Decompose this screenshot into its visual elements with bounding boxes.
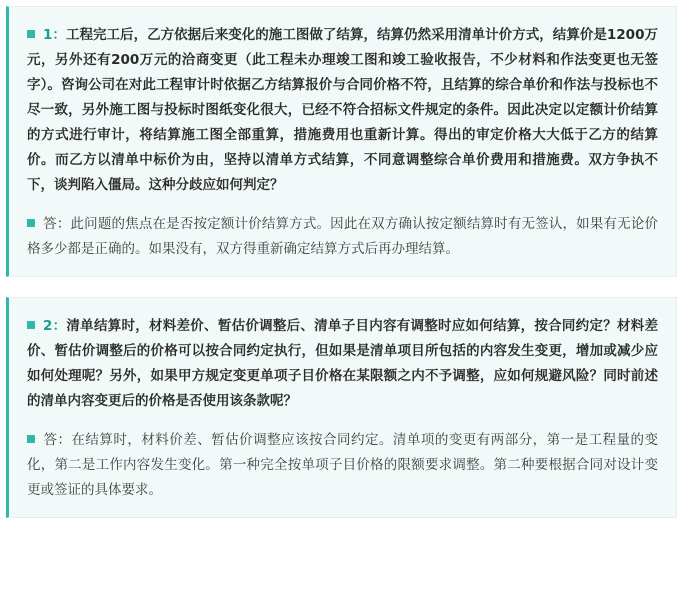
answer-text-1 [27,212,658,262]
square-bullet-icon [27,435,35,443]
answer-label-2: 答： [43,432,72,448]
question-block-2 [27,314,658,414]
square-bullet-icon [27,219,35,227]
square-bullet-icon [27,30,35,38]
answer-body-2: 在结算时，材料价差、暂估价调整应该按合同约定。清单项的变更有两部分，第一是工程量的变化，第二是工作内容发生变化。第一种完全按单项子目价格的限额要求调整。第二种要根据合同对设计变更或签证的具体要求。 [27,432,659,498]
answer-label-1: 答： [43,216,71,232]
answer-block-1 [27,212,658,262]
question-text-1 [27,23,658,198]
question-block-1 [27,23,658,198]
question-text-2 [27,314,658,414]
qa-card-1 [6,6,677,277]
question-number-1: 1： [43,27,66,43]
answer-block-2 [27,428,658,503]
question-body-1: 工程完工后，乙方依据后来变化的施工图做了结算，结算仍然采用清单计价方式，结算价是1200万元，另外还有200万元的洽商变更（此工程未办理竣工图和竣工验收报告，不少材料和作法变更也无签字）。咨询公司在对此工程审计时依据乙方结算报价与合同价格不符，且结算的综合单价和作法与投标也不尽一致，另外施工图与投标时图纸变化很大，已经不符合招标文件规定的条件。因此决定以定额计价结算的方式进行审计，将结算施工图全部重算，措施费用也重新计算。得出的审定价格大大低于乙方的结算价。而乙方以清单中标价为由，坚持以清单方式结算，不同意调整综合单价费用和措施费。双方争执不下，谈判陷入僵局。这种分歧应如何判定？ [27,27,658,193]
answer-text-2 [27,428,658,503]
question-body-2: 清单结算时，材料差价、暂估价调整后、清单子目内容有调整时应如何结算，按合同约定？材料差价、暂估价调整后的价格可以按合同约定执行，但如果是清单项目所包括的内容发生变更，增加或减少应如何处理呢？另外，如果甲方规定变更单项子目价格在某限额之内不予调整，应如何规避风险？同时前述的清单内容变更后的价格是否使用该条款呢？ [27,318,658,409]
question-number-2: 2： [43,318,67,334]
answer-body-1: 此问题的焦点在是否按定额计价结算方式。因此在双方确认按定额结算时有无签认，如果有无论价格多少都是正确的。如果没有，双方得重新确定结算方式后再办理结算。 [27,216,658,257]
square-bullet-icon [27,321,35,329]
qa-card-2 [6,297,677,518]
